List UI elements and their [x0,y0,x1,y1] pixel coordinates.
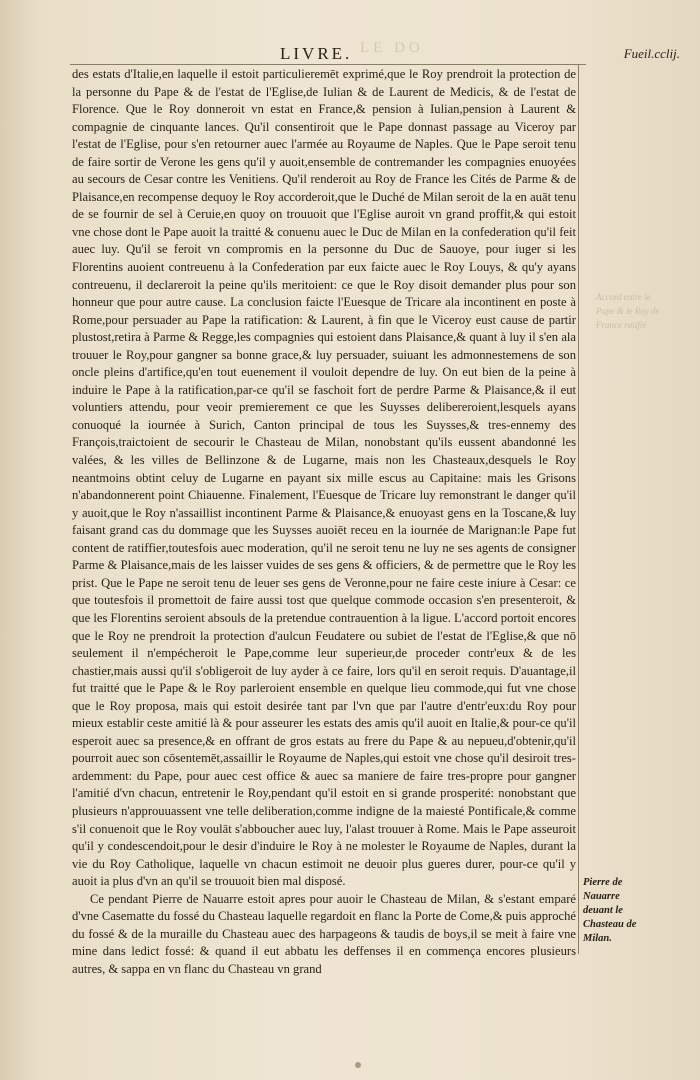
running-header [70,44,680,66]
header-title: LIVRE. [280,44,353,63]
margin-note: Pierre de Nauarre deuant le Chasteau de Milan. [583,877,637,944]
frame-rule-margin [578,64,579,954]
frame-rule-top [70,64,586,65]
body-text [72,66,576,978]
page-mark [355,1062,361,1068]
folio-number: Fueil.cclij. [623,46,680,61]
paragraph-2: Ce pendant Pierre de Nauarre estoit apres pour auoir le Chasteau de Milan, & s'estant emparé d'vne Casematte du fossé du Chasteau laquelle regardoit en flanc la Porte de Come,& puis approché du fossé & de la muraille du Chasteau auec des harpageons & taudis de boys,il se meit à faire vne mine dans ledict fossé: & quand il eut abbatu les deffenses il en commença encores plusieurs autres, & sappa en vn flanc du Chasteau vn grand [72,891,576,976]
faint-margin-note: Accord entre le Pape & le Roy de France ratifié [596,292,660,330]
bleed-through-text: LE DO [360,40,424,56]
paragraph-1: des estats d'Italie,en laquelle il estoit particulieremēt exprimé,que le Roy prendroit la protection de la personne du Pape & de l'estat de l'Eglise,de Iulian & de Laurent de Medicis, & de l'estat de Florence. Que le Roy donneroit vn estat en France,& pension à Iulian,pension à Laurent & compagnie de cinquante lances. Qu'il consentiroit que le Pape donnast passage au Viceroy par l'estat de l'Eglise, pour s'en retourner auec l'armée au Royaume de Naples. Que le Pape seroit tenu de faire sortir de Verone les gens qu'il y auoit,ensemble de contremander les compagnies enuoyées au secours de Cesar contre les Venitiens. Qu'il renderoit au Roy de France les Cités de Parme & de Plaisance,en recompense dequoy le Roy accorderoit,que le Duché de Milan seroit de la en auāt tenu de se fournir de sel à Ceruie,en quoy on trouuoit que l'Eglise auroit vn grand proffit,& qui estoit vne chose dont le Pape auoit la traitté & conuenu auec le Duc de Milan en la confederation qu'il feit auec luy. Qu'il se feroit vn compromis en la personne du Duc de Sauoye, pour iuger si les Florentins auoient contreuenu à la Confederation par eux faicte auec le Roy Louys, & qu'y ayans contreuenu, il declareroit la peine qu'ils meritoient: ce que le Roy disoit demander plus pour son honneur que pour autre cause. La conclusion faicte l'Euesque de Tricare ala incontinent en poste à Rome,pour persuader au Pape la ratification: & Laurent, à fin que le Viceroy eust cause de partir plustost,retira à Parme & Regge,les compagnies qui estoient dans Plaisance,& quant à luy il s'en ala trouuer le Roy,pour gangner sa bonne grace,& luy persuader, suiuant les admonnestemens de son oncle pleins d'artifice,qu'en tout euenement il vouloit dependre de luy. On eut bien de la peine à induire le Pape à la ratification,par-ce qu'il se faschoit fort de perdre Parme & Plaisance,& il eut voluntiers attendu, pour veoir premierement ce que les Suysses delibereroient,lesquels ayans conuoqué la iournée à Surich, Canton principal de tous les Suysses,& tres-ennemy des François,traictoient de secourir le Chasteau de Milan, nonobstant qu'ils eussent abandonné les valées, & les villes de Bellinzone & de Lugarne, mais non les Chasteaux,desquels le Roy neantmoins obtint celuy de Lugarne en payant six mille escus au Capitaine: mais les Grisons n'abandonnerent point Chiauenne. Finalement, l'Euesque de Tricare luy remonstrant le danger qu'il y auoit,que le Roy n'assaillist incontinent Parme & Plaisance,& enuoyast gens en la Toscane,& luy faisant grand cas du dommage que les Suysses auoiēt receu en la iournée de Marignan:le Pape fut content de ratiffier,toutesfois auec moderation, qu'il ne seroit tenu ne luy ne ses agents de consigner Parme & Plaisance,mais de les laisser vuides de ses gens & officiers, & de permettre que le Roy les prist. Que le Pape ne seroit tenu de leuer ses gens de Veronne,pour ne faire ceste iniure à Cesar: ce que toutesfois il promettoit de faire aussi tost que quelque commode occasion s'en presenteroit, & que les Florentins seroient absouls de la pretendue contrauention à la ligue. L'accord portoit encores que le Roy ne prendroit la protection d'aulcun Feudatere ou subiet de l'estat de l'Eglise,& que nō seulement il n'empécheroit le Pape,comme leur superieur,de proceder contr'eux & de les chastier,mais aussi qu'il s'obligeroit de luy ayder à ce faire, lors qu'il en seroit requis. D'auantage,il fut traitté que le Pape & le Roy parleroient ensemble en quelque lieu commode,qui fut vne chose que le Roy proposa, mais qui estoit desirée tant par l'vn que par l'autre d'entr'eux:du Roy pour mieux establir ceste amitié là & pour asseurer les estats des amis qu'il auoit en Italie,& pour-ce qu'il esperoit auec sa presence,& en offrant de gros estats au frere du Pape & au nepueu,d'obtenir,qu'il pourroit auec son cōsentemēt,assaillir le Royaume de Naples,qui estoit vne chose qu'il desiroit tres-ardemment: du Pape, pour auec cest office & auec sa maniere de faire tres-propre pour gangner l'amitié d'vn chacun, entretenir le Roy,pendant qu'il estoit en si grande prosperité: nonobstant que plusieurs n'approuuassent vne telle deliberation,comme indigne de la maiesté Pontificale,& comme s'il conuenoit que le Roy voulāt s'abboucher auec luy, l'alast trouuer à Rome. Mais le Pape asseuroit qu'il y condescendoit,pour le desir d'induire le Roy à ne molester le Royaume de Naples, durant la vie du Roy Catholique, laquelle vn chacun estimoit ne deuoir plus gueres durer, pour-ce qu'il y auoit ia plus d'vn an qu'il se trouuoit bien mal disposé. [72,67,576,889]
